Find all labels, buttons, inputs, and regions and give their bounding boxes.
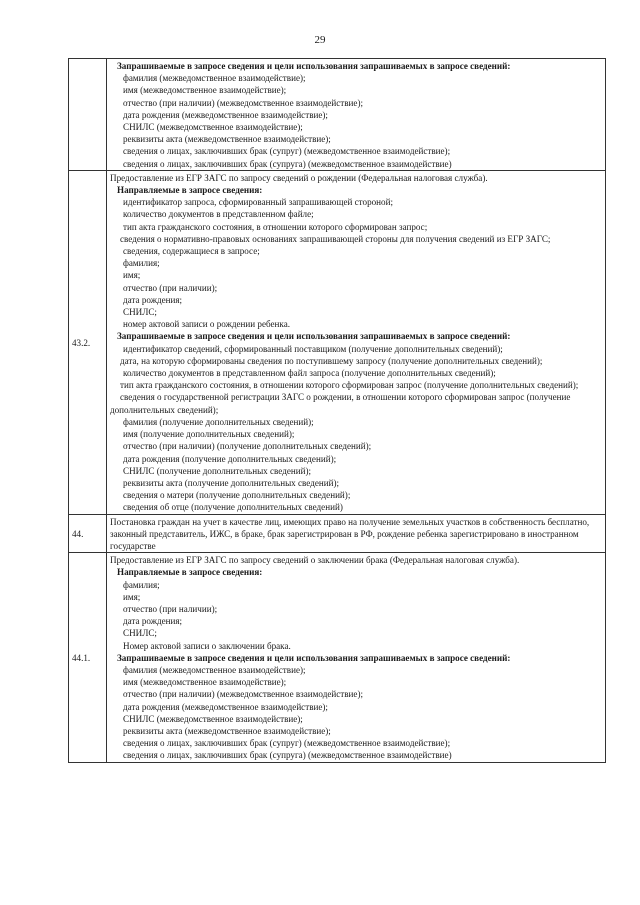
list-item: сведения о лицах, заключивших брак (супруг) (межведомственное взаимодействие); <box>123 146 451 157</box>
list-item: идентификатор сведений, сформированный поставщиком (получение дополнительных сведений); <box>123 343 503 354</box>
list-item: фамилия (межведомственное взаимодействие); <box>123 664 306 675</box>
table-row <box>69 170 606 514</box>
list-item: фамилия; <box>123 258 160 269</box>
list-item: номер актовой записи о рождении ребенка. <box>123 319 291 330</box>
section-heading: Направляемые в запросе сведения: <box>117 185 263 196</box>
list-item: сведения о нормативно-правовых основаниях запрашивающей стороны для получения сведений из ЕГР ЗАГС; <box>120 233 551 244</box>
list-item: сведения о лицах, заключивших брак (супруг) (межведомственное взаимодействие); <box>123 738 451 749</box>
table-row <box>69 553 606 762</box>
list-item: фамилия (получение дополнительных сведений); <box>123 416 314 427</box>
row-content <box>107 553 606 762</box>
row-number: 44. <box>69 514 107 553</box>
list-item: СНИЛС; <box>123 628 157 639</box>
list-item: фамилия; <box>123 579 160 590</box>
list-item: имя; <box>123 591 141 602</box>
list-item: Номер актовой записи о заключении брака. <box>123 640 291 651</box>
list-item: отчество (при наличии) (получение дополнительных сведений); <box>123 441 372 452</box>
section-heading: Запрашиваемые в запросе сведения и цели использования запрашиваемых в запросе сведений: <box>117 61 511 71</box>
table-row <box>69 514 606 553</box>
list-item: тип акта гражданского состояния, в отношении которого сформирован запрос (получение дополнительных сведений); <box>120 380 579 391</box>
list-item: имя; <box>123 270 141 281</box>
table-row <box>69 59 606 171</box>
list-item: тип акта гражданского состояния, в отношении которого сформирован запрос; <box>123 221 428 232</box>
list-item: фамилия (межведомственное взаимодействие); <box>123 73 306 84</box>
list-item: СНИЛС (получение дополнительных сведений); <box>123 465 312 476</box>
list-item: количество документов в представленном файле; <box>123 209 314 220</box>
list-item: отчество (при наличии); <box>123 603 218 614</box>
list-item: дата рождения; <box>123 294 183 305</box>
list-item: Предоставление из ЕГР ЗАГС по запросу сведений о рождении (Федеральная налоговая служба). <box>110 172 488 183</box>
section-heading: Запрашиваемые в запросе сведения и цели использования запрашиваемых в запросе сведений: <box>117 331 511 342</box>
list-item: СНИЛС (межведомственное взаимодействие); <box>123 713 303 724</box>
page-number: 29 <box>314 34 326 46</box>
list-item: отчество (при наличии) (межведомственное взаимодействие); <box>123 689 363 700</box>
list-item: идентификатор запроса, сформированный запрашивающей стороной; <box>123 197 393 208</box>
list-item: реквизиты акта (получение дополнительных сведений); <box>123 477 340 488</box>
list-item: дата рождения (получение дополнительных сведений); <box>123 453 337 464</box>
list-item: СНИЛС; <box>123 307 157 318</box>
row-number: 43.2. <box>69 170 107 514</box>
list-item: Постановка граждан на учет в качестве лиц, имеющих право на получение земельных участков в собственность бесплатно, законный представитель, ИЖС, в браке, брак зарегистрирован в РФ, рождение ребенка зарегистрировано в иностранном государстве <box>110 516 590 551</box>
section-heading: Запрашиваемые в запросе сведения и цели использования запрашиваемых в запросе сведений: <box>117 652 511 663</box>
row-content <box>107 170 606 514</box>
list-item: сведения, содержащиеся в запросе; <box>123 246 260 257</box>
list-item: имя (получение дополнительных сведений); <box>123 429 295 440</box>
table-body <box>69 59 606 763</box>
list-item: сведения о лицах, заключивших брак (супруга) (межведомственное взаимодействие) <box>123 750 452 761</box>
services-table <box>68 58 606 763</box>
list-item: сведения об отце (получение дополнительных сведений) <box>123 502 343 513</box>
list-item: отчество (при наличии); <box>123 282 218 293</box>
list-item: сведения о государственной регистрации ЗАГС о рождении, в отношении которого сформирован запрос (получение дополнительных сведений); <box>110 392 571 415</box>
list-item: отчество (при наличии) (межведомственное взаимодействие); <box>123 97 363 108</box>
list-item: имя (межведомственное взаимодействие); <box>123 677 287 688</box>
list-item: имя (межведомственное взаимодействие); <box>123 85 287 96</box>
list-item: сведения о матери (получение дополнительных сведений); <box>123 490 351 501</box>
list-item: реквизиты акта (межведомственное взаимодействие); <box>123 134 331 145</box>
list-item: количество документов в представленном файл запроса (получение дополнительных сведений); <box>123 368 496 379</box>
list-item: дата рождения (межведомственное взаимодействие); <box>123 109 328 120</box>
row-content <box>107 514 606 553</box>
row-number <box>69 59 107 171</box>
list-item: СНИЛС (межведомственное взаимодействие); <box>123 122 303 133</box>
list-item: Предоставление из ЕГР ЗАГС по запросу сведений о заключении брака (Федеральная налоговая служба). <box>110 555 520 566</box>
list-item: дата рождения (межведомственное взаимодействие); <box>123 701 328 712</box>
list-item: дата, на которую сформированы сведения по поступившему запросу (получение дополнительных сведений); <box>120 355 543 366</box>
list-item: реквизиты акта (межведомственное взаимодействие); <box>123 725 331 736</box>
list-item: дата рождения; <box>123 616 183 627</box>
row-number: 44.1. <box>69 553 107 762</box>
list-item: сведения о лицах, заключивших брак (супруга) (межведомственное взаимодействие) <box>123 158 452 169</box>
section-heading: Направляемые в запросе сведения: <box>117 567 263 578</box>
row-content <box>107 59 606 171</box>
